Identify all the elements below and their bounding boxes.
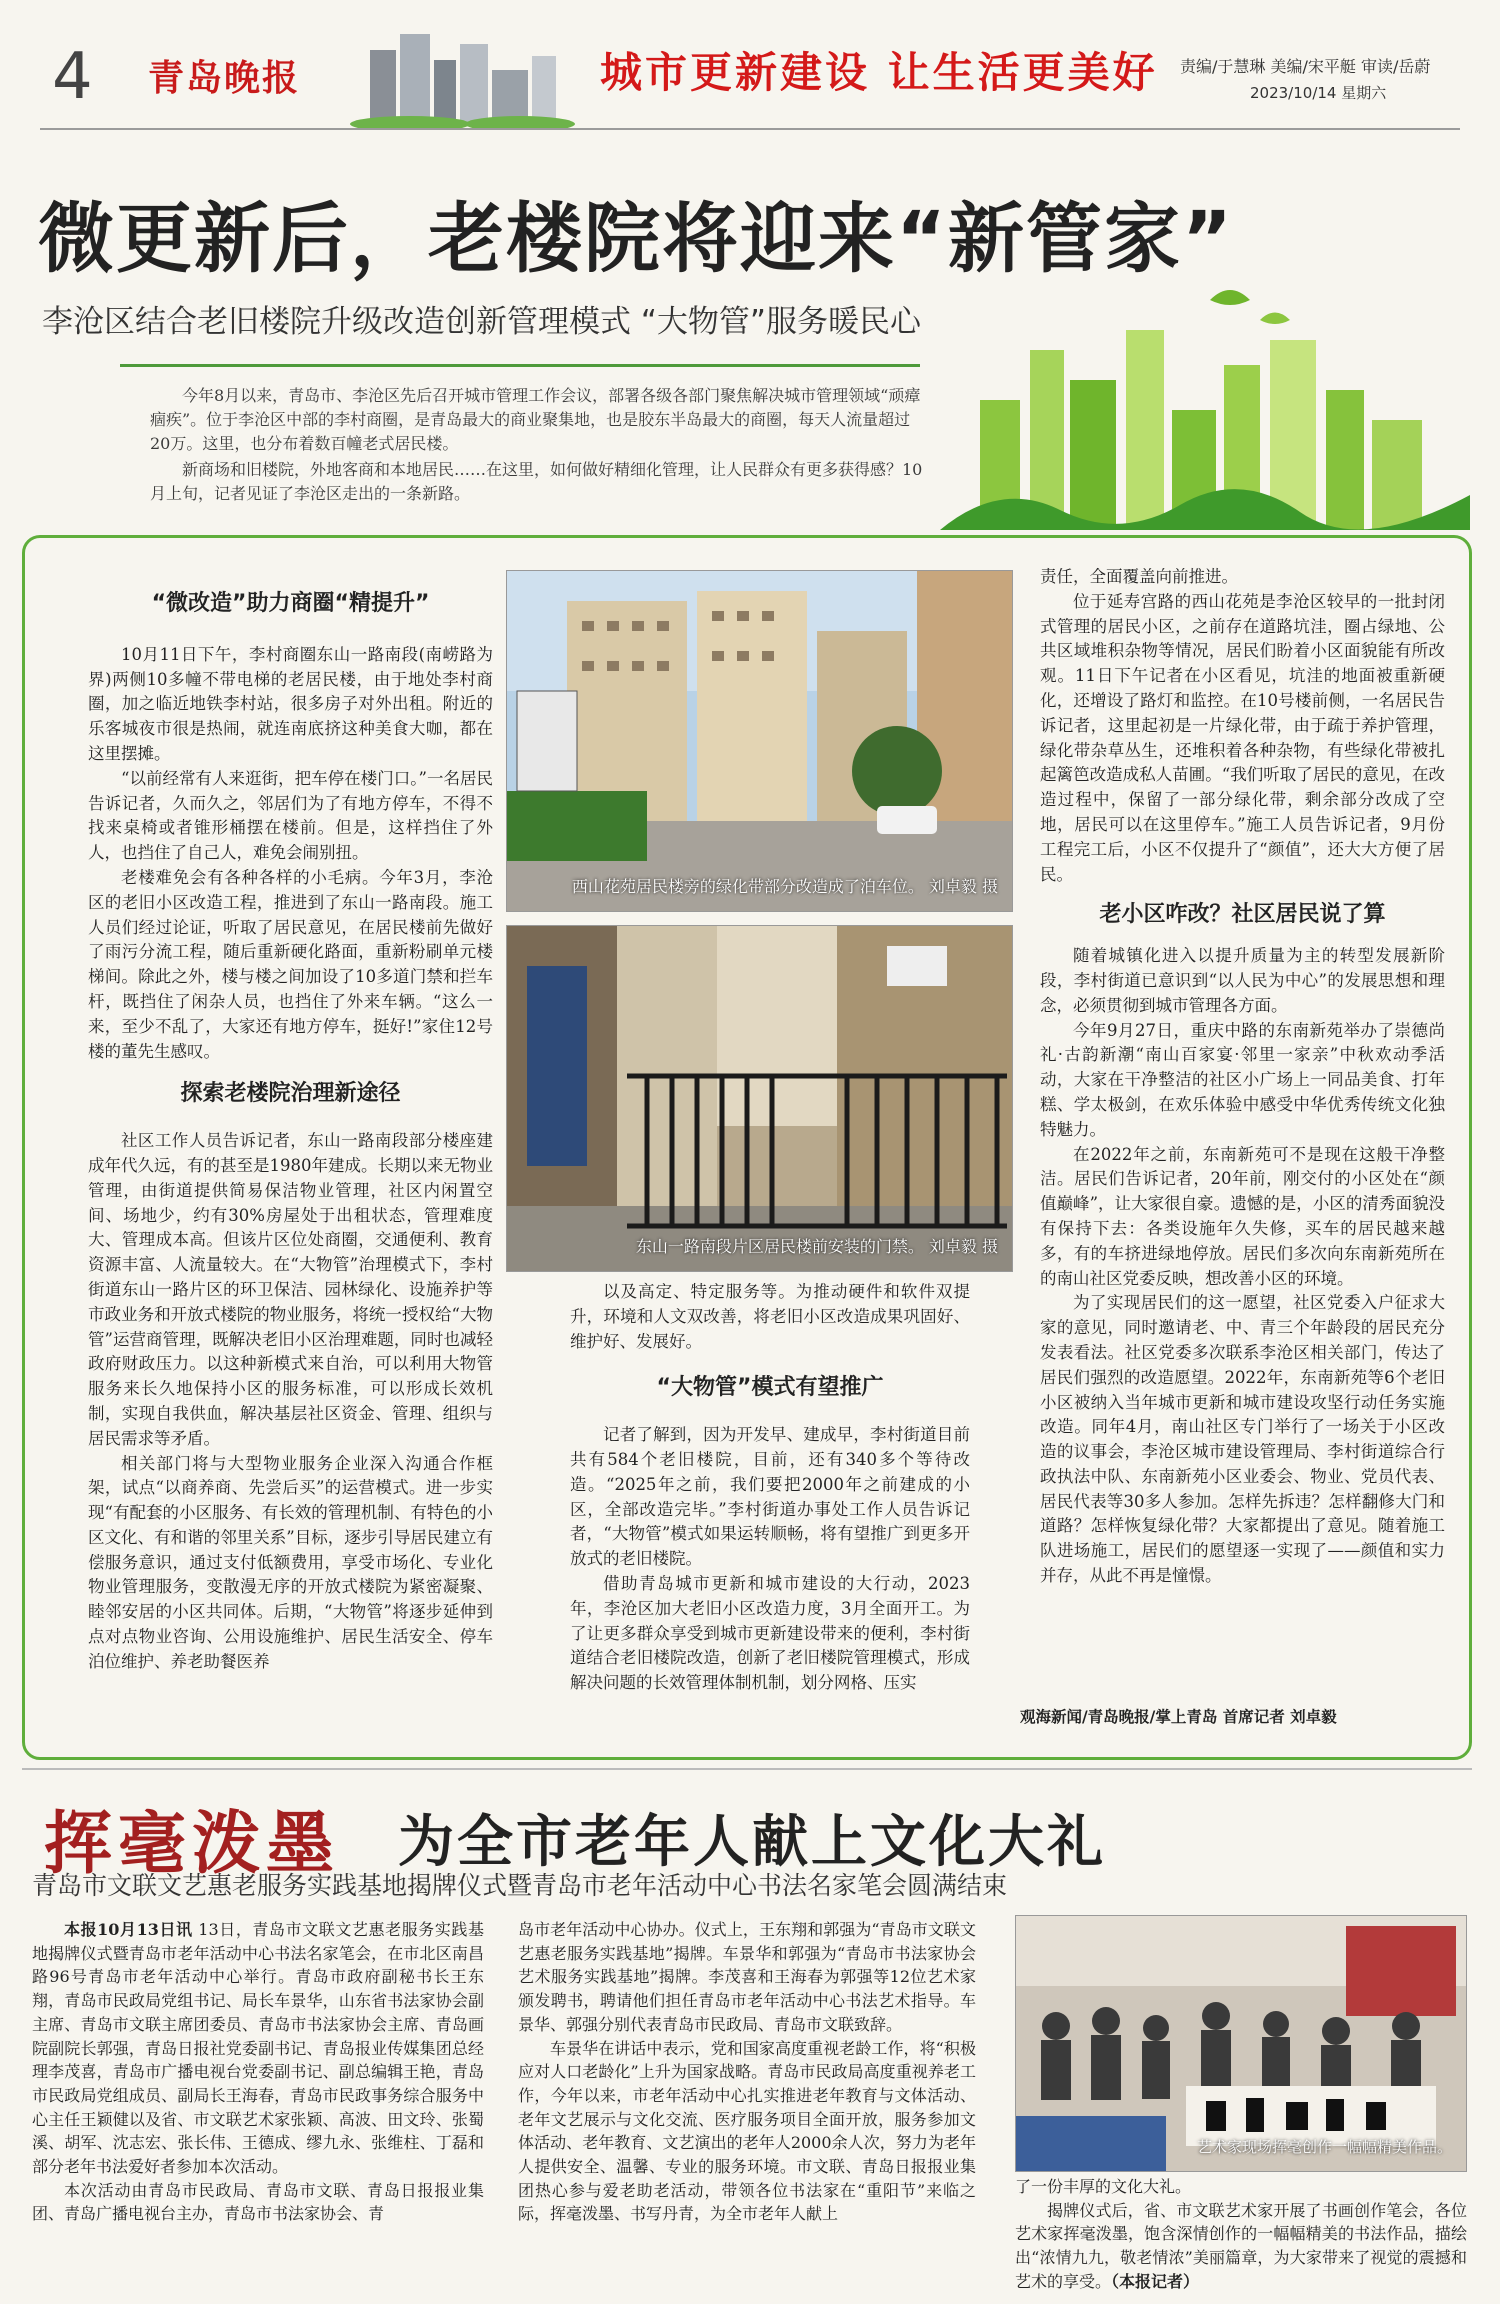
- subhead-micro-renovation: “微改造”助力商圈“精提升”: [151, 591, 430, 616]
- photo-caption: 东山一路南段片区居民楼前安装的门禁。 刘卓毅 摄: [635, 1237, 998, 1256]
- subhead-residents-decide: 老小区咋改？社区居民说了算: [1099, 902, 1386, 928]
- city-skyline-illustration: [350, 20, 575, 130]
- story-column-1: [88, 592, 493, 1675]
- second-headline: 为全市老年人献上文化大礼: [398, 1810, 1106, 1875]
- body-paragraph: 今年9月27日，重庆中路的东南新苑举办了崇德尚礼·古韵新潮“南山百家宴·邻里一家亲”中秋欢动季活动，大家在干净整洁的社区小广场上一同品美食、打年糕、学太极剑，在欢乐体验中感受中华优秀传统文化独特魅力。: [1040, 1020, 1445, 1139]
- body-paragraph: “以前经常有人来逛街，把车停在楼门口。”一名居民告诉记者，久而久之，邻居们为了有地方停车，不得不找来桌椅或者锥形桶摆在楼前。但是，这样挡住了外人，也挡住了自己人，难免会闹别扭。: [88, 768, 493, 863]
- body-paragraph: 了一份丰厚的文化大礼。: [1015, 2177, 1192, 2196]
- body-paragraph: 本次活动由青岛市民政局、青岛市文联、青岛日报报业集团、青岛广播电视台主办，青岛市书法家协会、青: [32, 2180, 484, 2224]
- lead-paragraph-2: 新商场和旧楼院，外地客商和本地居民……在这里，如何做好精细化管理，让人民群众有更多获得感？10月上旬，记者见证了李沧区走出的一条新路。: [150, 460, 923, 503]
- body-paragraph: 老楼难免会有各种各样的小毛病。今年3月，李沧区的老旧小区改造工程，推进到了东山一路南段。施工人员们经过论证，听取了居民意见，在居民楼前先做好了雨污分流工程，随后重新硬化路面，重新粉刷单元楼梯间。除此之外，楼与楼之间加设了10多道门禁和拦车杆，既挡住了闲杂人员，也挡住了外来车辆。“这么一来，至少不乱了，大家还有地方停车，挺好!”家住12号楼的董先生感叹。: [88, 867, 493, 1061]
- body-paragraph: 为了实现居民们的这一愿望，社区党委入户征求大家的意见，同时邀请老、中、青三个年龄段的居民充分发表看法。社区党委多次联系李沧区相关部门，传达了居民们强烈的改造愿望。2022年，东南新苑等6个老旧小区被纳入当年城市更新和城市建设攻坚行动任务实施改造。同年4月，南山社区专门举行了一场关于小区改造的议事会，李沧区城市建设管理局、李村街道综合行政执法中队、东南新苑小区业委会、物业、党员代表、居民代表等30多人参加。怎样先拆违？怎样翻修大门和道路？怎样恢复绿化带？大家都提出了意见。随着施工队进场施工，居民们的愿望逐一实现了——颜值和实力并存，从此不再是憧憬。: [1040, 1293, 1445, 1586]
- page-number: 4: [52, 40, 93, 114]
- body-text: 13日，青岛市文联文艺惠老服务实践基地揭牌仪式暨青岛市老年活动中心书法名家笔会，在市北区南昌路96号青岛市老年活动中心举行。青岛市政府副秘书长王东翔，青岛市民政局党组书记、局长车景华，山东省书法家协会副主席、青岛市文联主席团委员、青岛市书法家协会主席、青岛画院副院长郭强，青岛日报社党委副书记、青岛报业传媒集团总经理李茂喜，青岛市广播电视台党委副书记、副总编辑王艳，青岛市民政局党组成员、副局长王海春，青岛市民政事务综合服务中心主任王颖健以及省、市文联艺术家张颖、高波、田文玲、张蜀溪、胡军、沈志宏、张长伟、王德成、缪九永、张维柱、丁磊和部分老年书法爱好者参加本次活动。: [32, 1920, 484, 2177]
- body-paragraph: 责任，全面覆盖向前推进。: [1040, 567, 1238, 586]
- second-column-3: [1015, 2175, 1467, 2294]
- issue-date: 2023/10/14 星期六: [1250, 84, 1387, 102]
- main-subheadline: 李沧区结合老旧楼院升级改造创新管理模式 “大物管”服务暖民心: [42, 304, 921, 340]
- body-paragraph: 借助青岛城市更新和城市建设的大行动，2023年，李沧区加大老旧小区改造力度，3月全面开工。为了让更多群众享受到城市更新建设带来的便利，李村街道结合老旧楼院改造，创新了老旧楼院管理模式，形成解决问题的长效管理体制机制，划分网格、压实: [570, 1573, 970, 1693]
- calligraphy-section-title: 挥毫泼墨: [44, 1804, 341, 1884]
- subhead-model-promotion: “大物管”模式有望推广: [656, 1375, 884, 1401]
- body-text: 揭牌仪式后，省、市文联艺术家开展了书画创作笔会，各位艺术家挥毫泼墨，饱含深情创作的一幅幅精美的书法作品，描绘出“浓情九九，敬老情浓”美丽篇章，为大家带来了视觉的震撼和艺术的享受。: [1015, 2200, 1467, 2291]
- body-paragraph: 在2022年之前，东南新苑可不是现在这般干净整洁。居民们告诉记者，20年前，刚交付的小区处在“颜值巅峰”，让大家很自豪。遗憾的是，小区的清秀面貌没有保持下去：各类设施年久失修，买车的居民越来越多，有的车挤进绿地停放。居民们多次向东南新苑所在的南山社区党委反映，想改善小区的环境。: [1040, 1144, 1445, 1288]
- section-divider: [22, 1768, 1472, 1770]
- reporter-credit: （本报记者）: [1111, 2271, 1200, 2291]
- main-headline: 微更新后，老楼院将迎来“新管家”: [38, 194, 1234, 283]
- subhead-new-governance: 探索老楼院治理新途径: [180, 1081, 401, 1107]
- photo-parking-spaces: [506, 570, 1013, 912]
- editor-credits: 责编/于慧琳 美编/宋平艇 审读/岳蔚: [1180, 57, 1431, 76]
- photo-access-gate: [506, 925, 1013, 1272]
- body-paragraph: 社区工作人员告诉记者，东山一路南段部分楼座建成年代久远，有的甚至是1980年建成。长期以来无物业管理，由街道提供简易保洁物业管理，社区内闲置空间、场地少，约有30%房屋处于出租状态，管理难度大、管理成本高。但该片区位处商圈，交通便利、教育资源丰富、人流量较大。在“大物管”治理模式下，李村街道东山一路片区的环卫保洁、园林绿化、设施养护等市政业务和开放式楼院的物业服务，将统一授权给“大物管”运营商管理，既解决老旧小区治理难题，同时也减轻政府财政压力。以这种新模式来自治，可以利用大物管服务来长久地保持小区的服务标准，可以形成长效机制，实现自我供血，解决基层社区资金、管理、组织与居民需求等矛盾。: [88, 1131, 493, 1448]
- body-paragraph: 相关部门将与大型物业服务企业深入沟通合作框架，试点“以商养商、先尝后买”的运营模式。进一步实现“有配套的小区服务、有长效的管理机制、有特色的小区文化、有和谐的邻里关系”目标，逐步引导居民建立有偿服务意识，通过支付低额费用，享受市场化、专业化物业管理服务，变散漫无序的开放式楼院为紧密凝聚、睦邻安居的小区共同体。后期，“大物管”将逐步延伸到点对点物业咨询、公用设施维护、居民生活安全、停车泊位维护、养老助餐医养: [88, 1453, 493, 1671]
- header-divider: [40, 128, 1460, 130]
- body-paragraph: 车景华在讲话中表示，党和国家高度重视老龄工作，将“积极应对人口老龄化”上升为国家战略。青岛市民政局高度重视养老工作，今年以来，市老年活动中心扎实推进老年教育与文体活动、老年文艺展示与文化交流、医疗服务项目全面开放，服务参加文体活动、老年教育、文艺演出的老年人2000余人次，努力为老年人提供安全、温馨、专业的服务环境。市文联、青岛日报报业集团热心参与爱老助老活动，带领各位书法家在“重阳节”来临之际，挥毫泼墨、书写丹青，为全市老年人献上: [518, 2038, 976, 2224]
- dateline: 本报10月13日讯: [64, 1920, 193, 1939]
- banner-slogan: 城市更新建设 让生活更美好: [600, 48, 1158, 97]
- photo-calligraphy-event: [1015, 1915, 1467, 2172]
- second-column-2: [518, 1918, 976, 2226]
- body-paragraph: 10月11日下午，李村商圈东山一路南段(南崂路为界)两侧10多幢不带电梯的老居民楼，由于地处李村商圈，加之临近地铁李村站，很多房子对外出租。附近的乐客城夜市很是热闹，就连南底挤这种美食大咖，都在这里摆摊。: [88, 644, 493, 763]
- photo-caption: 西山花苑居民楼旁的绿化带部分改造成了泊车位。 刘卓毅 摄: [571, 877, 998, 896]
- photo-caption: 艺术家现场挥毫创作一幅幅精美作品。: [1196, 2138, 1452, 2156]
- body-paragraph: 岛市老年活动中心协办。仪式上，王东翔和郭强为“青岛市文联文艺惠老服务实践基地”揭牌。车景华和郭强为“青岛市书法家协会艺术服务实践基地”揭牌。李茂喜和王海春为郭强等12位艺术家颁发聘书，聘请他们担任青岛市老年活动中心书法艺术指导。车景华、郭强分别代表青岛市民政局、青岛市文联致辞。: [518, 1920, 976, 2034]
- green-city-illustration: [940, 280, 1470, 530]
- story-byline: 观海新闻/青岛晚报/掌上青岛 首席记者 刘卓毅: [1020, 1707, 1337, 1726]
- second-subheadline: 青岛市文联文艺惠老服务实践基地揭牌仪式暨青岛市老年活动中心书法名家笔会圆满结束: [32, 1871, 1008, 1900]
- story-column-2: [570, 1280, 970, 1696]
- second-column-1: [32, 1918, 484, 2226]
- body-paragraph: 随着城镇化进入以提升质量为主的转型发展新阶段，李村街道已意识到“以人民为中心”的发展思想和理念，必须贯彻到城市管理各方面。: [1040, 946, 1445, 1015]
- newspaper-masthead: 青岛晚报: [148, 57, 301, 99]
- story-column-3: [1040, 565, 1445, 1589]
- body-paragraph: 位于延寿宫路的西山花苑是李沧区较早的一批封闭式管理的居民小区，之前存在道路坑洼，圈占绿地、公共区域堆积杂物等情况，居民们盼着小区面貌能有所改观。11日下午记者在小区看见，坑洼的地面被重新硬化，还增设了路灯和监控。在10号楼前侧，一名居民告诉记者，这里起初是一片绿化带，由于疏于养护管理，绿化带杂草丛生，还堆积着各种杂物，有些绿化带被扎起篱笆改造成私人苗圃。“我们听取了居民的意见，在改造过程中，保留了一部分绿化带，剩余部分改成了空地，居民可以在这里停车。”施工人员告诉记者，9月份工程完工后，小区不仅提升了“颜值”，还大大方便了居民。: [1040, 591, 1445, 884]
- lead-paragraph-1: 今年8月以来，青岛市、李沧区先后召开城市管理工作会议，部署各级各部门聚焦解决城市管理领域“顽瘴痼疾”。位于李沧区中部的李村商圈，是青岛最大的商业聚集地，也是胶东半岛最大的商圈，每天人流量超过20万。这里，也分布着数百幢老式居民楼。: [150, 386, 921, 453]
- body-paragraph: 以及高定、特定服务等。为推动硬件和软件双提升，环境和人文双改善，将老旧小区改造成果巩固好、维护好、发展好。: [570, 1282, 970, 1351]
- body-paragraph: 记者了解到，因为开发早、建成早，李村街道目前共有584个老旧楼院，目前，还有340多个等待改造。“2025年之前，我们要把2000年之前建成的小区，全部改造完毕。”李村街道办事处工作人员告诉记者，“大物管”模式如果运转顺畅，将有望推广到更多开放式的老旧楼院。: [570, 1425, 970, 1569]
- headline-underline: [120, 364, 920, 367]
